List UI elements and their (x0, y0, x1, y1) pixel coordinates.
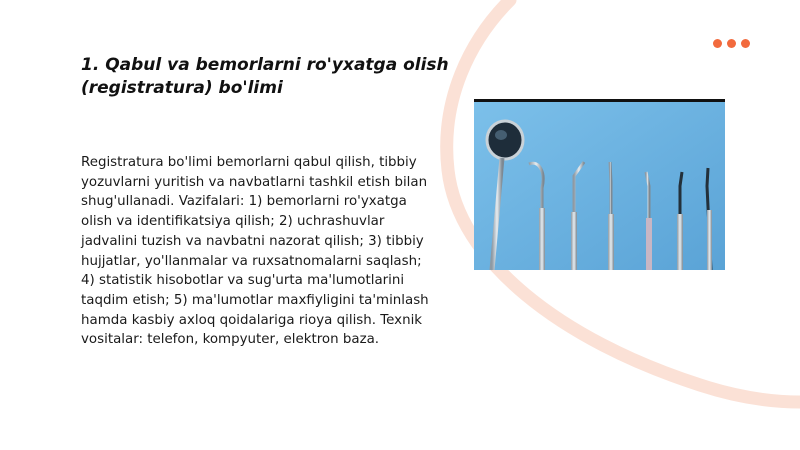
orange-dot (741, 39, 750, 48)
slide-body-text: Registratura bo'limi bemorlarni qabul qilish, tibbiy yozuvlarni yuritish va navbatlarni tashkil etish bilan shug'ullanadi. Vazifalari: 1) bemorlarni ro'yxatga olish va identifikatsiya qilish; 2) uchrashuvlar jadvalini tuzish va navbatni nazorat qilish; 3) tibbiy hujjatlar, yo'llanmalar va ruxsatnomalarni saqlash; 4) statistik hisobotlar va sug'urta ma'lumotlarini taqdim etish; 5) ma'lumotlar maxfiyligini ta'minlash hamda kasbiy axloq qoidalariga rioya qilish. Texnik vositalar: telefon, kompyuter, elektron baza. (81, 155, 429, 348)
orange-dot (727, 39, 736, 48)
slide-title: 1. Qabul va bemorlarni ro'yxatga olish (registratura) bo'limi (81, 55, 449, 98)
decorative-dots (713, 39, 750, 48)
dental-instruments-photo (474, 99, 725, 270)
orange-dot (713, 39, 722, 48)
